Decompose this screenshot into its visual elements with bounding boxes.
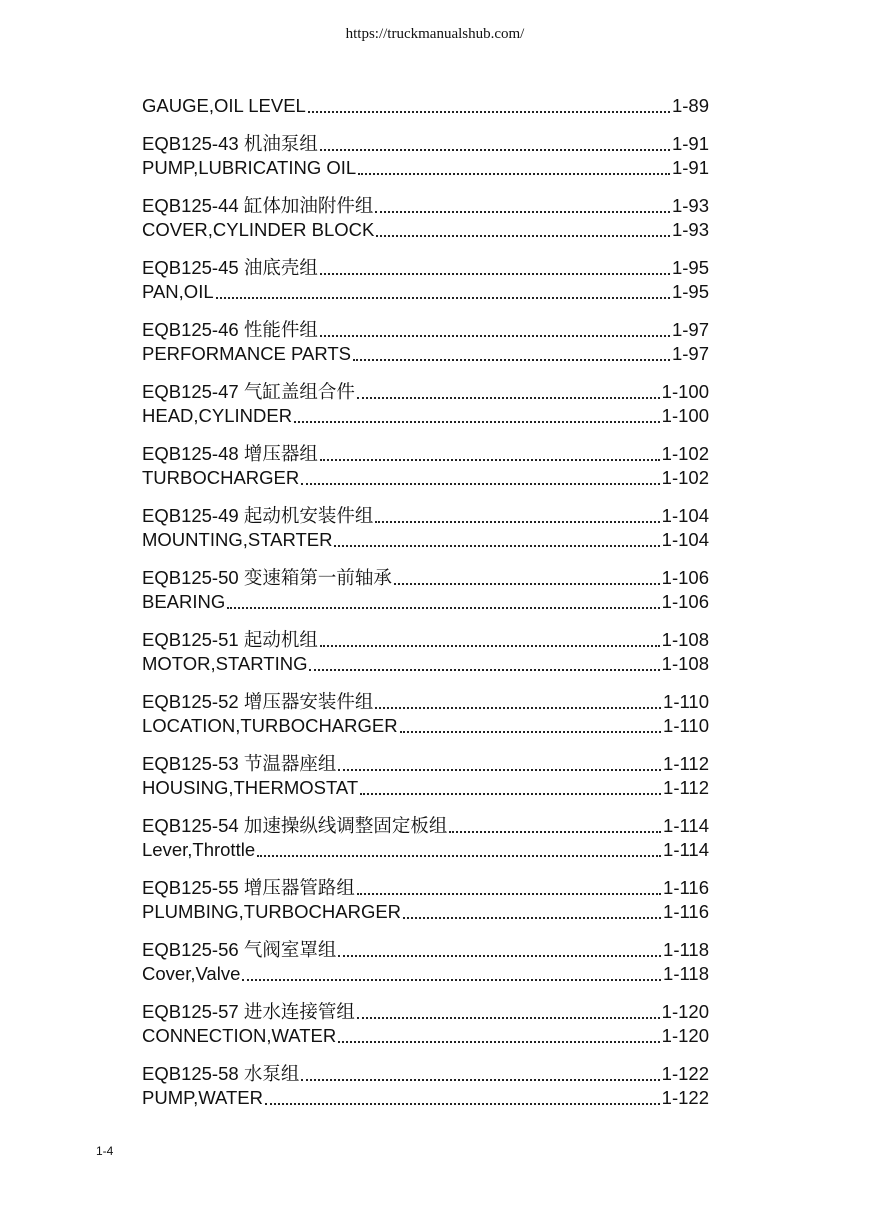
dot-leader: [375, 515, 659, 523]
toc-entry-page: 1-118: [663, 939, 709, 960]
toc-entry-page: 1-110: [663, 715, 709, 736]
toc-entry-title: HOUSING,THERMOSTAT: [142, 777, 359, 798]
toc-entry-page: 1-116: [663, 901, 709, 922]
toc-entry-page: 1-106: [661, 567, 709, 588]
dot-leader: [394, 577, 660, 585]
toc-entry[interactable]: [142, 304, 709, 342]
toc-entry-title: PERFORMANCE PARTS: [142, 343, 352, 364]
toc-entry[interactable]: [142, 180, 709, 218]
dot-leader: [301, 477, 659, 485]
dot-leader: [375, 205, 670, 213]
toc-entry-page: 1-97: [671, 319, 709, 340]
table-of-contents: [142, 86, 709, 1110]
toc-entry-title: CONNECTION,WATER: [142, 1025, 337, 1046]
dot-leader: [320, 329, 670, 337]
toc-entry[interactable]: [142, 652, 709, 676]
dot-leader: [360, 787, 661, 795]
toc-entry-title: EQB125-45 油底壳组: [142, 257, 318, 278]
dot-leader: [358, 167, 670, 175]
toc-entry-title: EQB125-52 增压器安装件组: [142, 691, 374, 712]
toc-entry-page: 1-91: [671, 157, 709, 178]
toc-entry-title: MOTOR,STARTING: [142, 653, 308, 674]
toc-entry-title: EQB125-58 水泵组: [142, 1063, 300, 1084]
toc-entry[interactable]: [142, 1086, 709, 1110]
toc-entry-title: EQB125-47 气缸盖组合件: [142, 381, 355, 402]
toc-entry[interactable]: [142, 552, 709, 590]
toc-entry[interactable]: [142, 986, 709, 1024]
dot-leader: [227, 601, 659, 609]
toc-entry[interactable]: [142, 738, 709, 776]
toc-entry-title: EQB125-50 变速箱第一前轴承: [142, 567, 392, 588]
toc-entry[interactable]: [142, 118, 709, 156]
toc-entry-page: 1-120: [661, 1001, 709, 1022]
page-number: 1-4: [96, 1144, 114, 1158]
toc-entry-page: 1-110: [663, 691, 709, 712]
toc-entry-title: MOUNTING,STARTER: [142, 529, 333, 550]
toc-entry-title: COVER,CYLINDER BLOCK: [142, 219, 375, 240]
dot-leader: [257, 849, 661, 857]
toc-entry-page: 1-114: [663, 839, 709, 860]
dot-leader: [403, 911, 661, 919]
toc-entry-title: GAUGE,OIL LEVEL: [142, 95, 306, 116]
toc-entry-page: 1-95: [671, 257, 709, 278]
dot-leader: [338, 763, 661, 771]
toc-entry[interactable]: [142, 156, 709, 180]
toc-entry-page: 1-112: [663, 753, 709, 774]
dot-leader: [216, 291, 670, 299]
dot-leader: [320, 267, 670, 275]
toc-entry-title: TURBOCHARGER: [142, 467, 300, 488]
toc-entry-page: 1-108: [661, 653, 709, 674]
toc-entry[interactable]: [142, 962, 709, 986]
toc-entry[interactable]: [142, 1024, 709, 1048]
toc-entry-page: 1-104: [661, 529, 709, 550]
dot-leader: [375, 701, 661, 709]
toc-entry-title: EQB125-53 节温器座组: [142, 753, 337, 774]
toc-entry-page: 1-93: [671, 195, 709, 216]
toc-entry-page: 1-100: [661, 381, 709, 402]
toc-entry-page: 1-114: [663, 815, 709, 836]
toc-entry[interactable]: [142, 242, 709, 280]
dot-leader: [320, 453, 660, 461]
toc-entry[interactable]: [142, 466, 709, 490]
toc-entry[interactable]: [142, 404, 709, 428]
toc-entry-page: 1-89: [671, 95, 709, 116]
dot-leader: [357, 391, 660, 399]
toc-entry-page: 1-95: [671, 281, 709, 302]
dot-leader: [357, 1011, 660, 1019]
toc-entry-title: PLUMBING,TURBOCHARGER: [142, 901, 402, 922]
toc-entry-title: EQB125-51 起动机组: [142, 629, 318, 650]
dot-leader: [334, 539, 659, 547]
dot-leader: [320, 639, 660, 647]
dot-leader: [353, 353, 670, 361]
toc-entry[interactable]: [142, 218, 709, 242]
toc-entry-page: 1-106: [661, 591, 709, 612]
toc-entry-title: HEAD,CYLINDER: [142, 405, 293, 426]
toc-entry[interactable]: [142, 1048, 709, 1086]
toc-entry-page: 1-118: [663, 963, 709, 984]
toc-entry-title: EQB125-55 增压器管路组: [142, 877, 355, 898]
toc-entry-page: 1-102: [661, 443, 709, 464]
toc-entry-title: EQB125-46 性能件组: [142, 319, 318, 340]
toc-entry-page: 1-102: [661, 467, 709, 488]
dot-leader: [449, 825, 661, 833]
toc-entry[interactable]: [142, 490, 709, 528]
toc-entry-title: PUMP,LUBRICATING OIL: [142, 157, 357, 178]
toc-entry[interactable]: [142, 924, 709, 962]
dot-leader: [320, 143, 670, 151]
header-url[interactable]: https://truckmanualshub.com/: [345, 26, 525, 42]
toc-entry-page: 1-122: [661, 1063, 709, 1084]
toc-entry-page: 1-116: [663, 877, 709, 898]
toc-entry-page: 1-108: [661, 629, 709, 650]
toc-entry[interactable]: [142, 366, 709, 404]
toc-entry-page: 1-112: [663, 777, 709, 798]
toc-entry[interactable]: [142, 614, 709, 652]
toc-entry[interactable]: [142, 838, 709, 862]
toc-entry-title: EQB125-56 气阀室罩组: [142, 939, 337, 960]
toc-entry-title: EQB125-43 机油泵组: [142, 133, 318, 154]
toc-entry[interactable]: [142, 676, 709, 714]
toc-entry[interactable]: [142, 342, 709, 366]
toc-entry-title: EQB125-57 进水连接管组: [142, 1001, 355, 1022]
dot-leader: [301, 1073, 659, 1081]
toc-entry-page: 1-104: [661, 505, 709, 526]
dot-leader: [338, 949, 661, 957]
toc-entry-title: Lever,Throttle: [142, 839, 256, 860]
toc-entry-title: EQB125-54 加速操纵线调整固定板组: [142, 815, 448, 836]
toc-entry[interactable]: [142, 86, 709, 118]
toc-entry-title: PAN,OIL: [142, 281, 214, 302]
toc-entry[interactable]: [142, 280, 709, 304]
toc-entry-title: LOCATION,TURBOCHARGER: [142, 715, 398, 736]
toc-entry[interactable]: [142, 862, 709, 900]
toc-entry-page: 1-93: [671, 219, 709, 240]
toc-entry-page: 1-100: [661, 405, 709, 426]
toc-entry[interactable]: [142, 800, 709, 838]
dot-leader: [357, 887, 661, 895]
toc-entry-page: 1-97: [671, 343, 709, 364]
toc-entry-title: Cover,Valve: [142, 963, 241, 984]
dot-leader: [338, 1035, 659, 1043]
toc-entry-page: 1-120: [661, 1025, 709, 1046]
toc-entry-title: EQB125-48 增压器组: [142, 443, 318, 464]
dot-leader: [309, 663, 659, 671]
toc-entry[interactable]: [142, 900, 709, 924]
toc-entry[interactable]: [142, 776, 709, 800]
toc-entry[interactable]: [142, 590, 709, 614]
toc-entry[interactable]: [142, 714, 709, 738]
toc-entry[interactable]: [142, 428, 709, 466]
dot-leader: [308, 105, 670, 113]
dot-leader: [294, 415, 660, 423]
toc-entry-title: PUMP,WATER: [142, 1087, 263, 1108]
dot-leader: [265, 1097, 660, 1105]
toc-entry[interactable]: [142, 528, 709, 552]
dot-leader: [400, 725, 661, 733]
toc-entry-title: EQB125-49 起动机安装件组: [142, 505, 374, 526]
dot-leader: [242, 973, 661, 981]
dot-leader: [376, 229, 670, 237]
toc-entry-page: 1-91: [671, 133, 709, 154]
toc-entry-title: EQB125-44 缸体加油附件组: [142, 195, 374, 216]
toc-entry-title: BEARING: [142, 591, 226, 612]
toc-entry-page: 1-122: [661, 1087, 709, 1108]
